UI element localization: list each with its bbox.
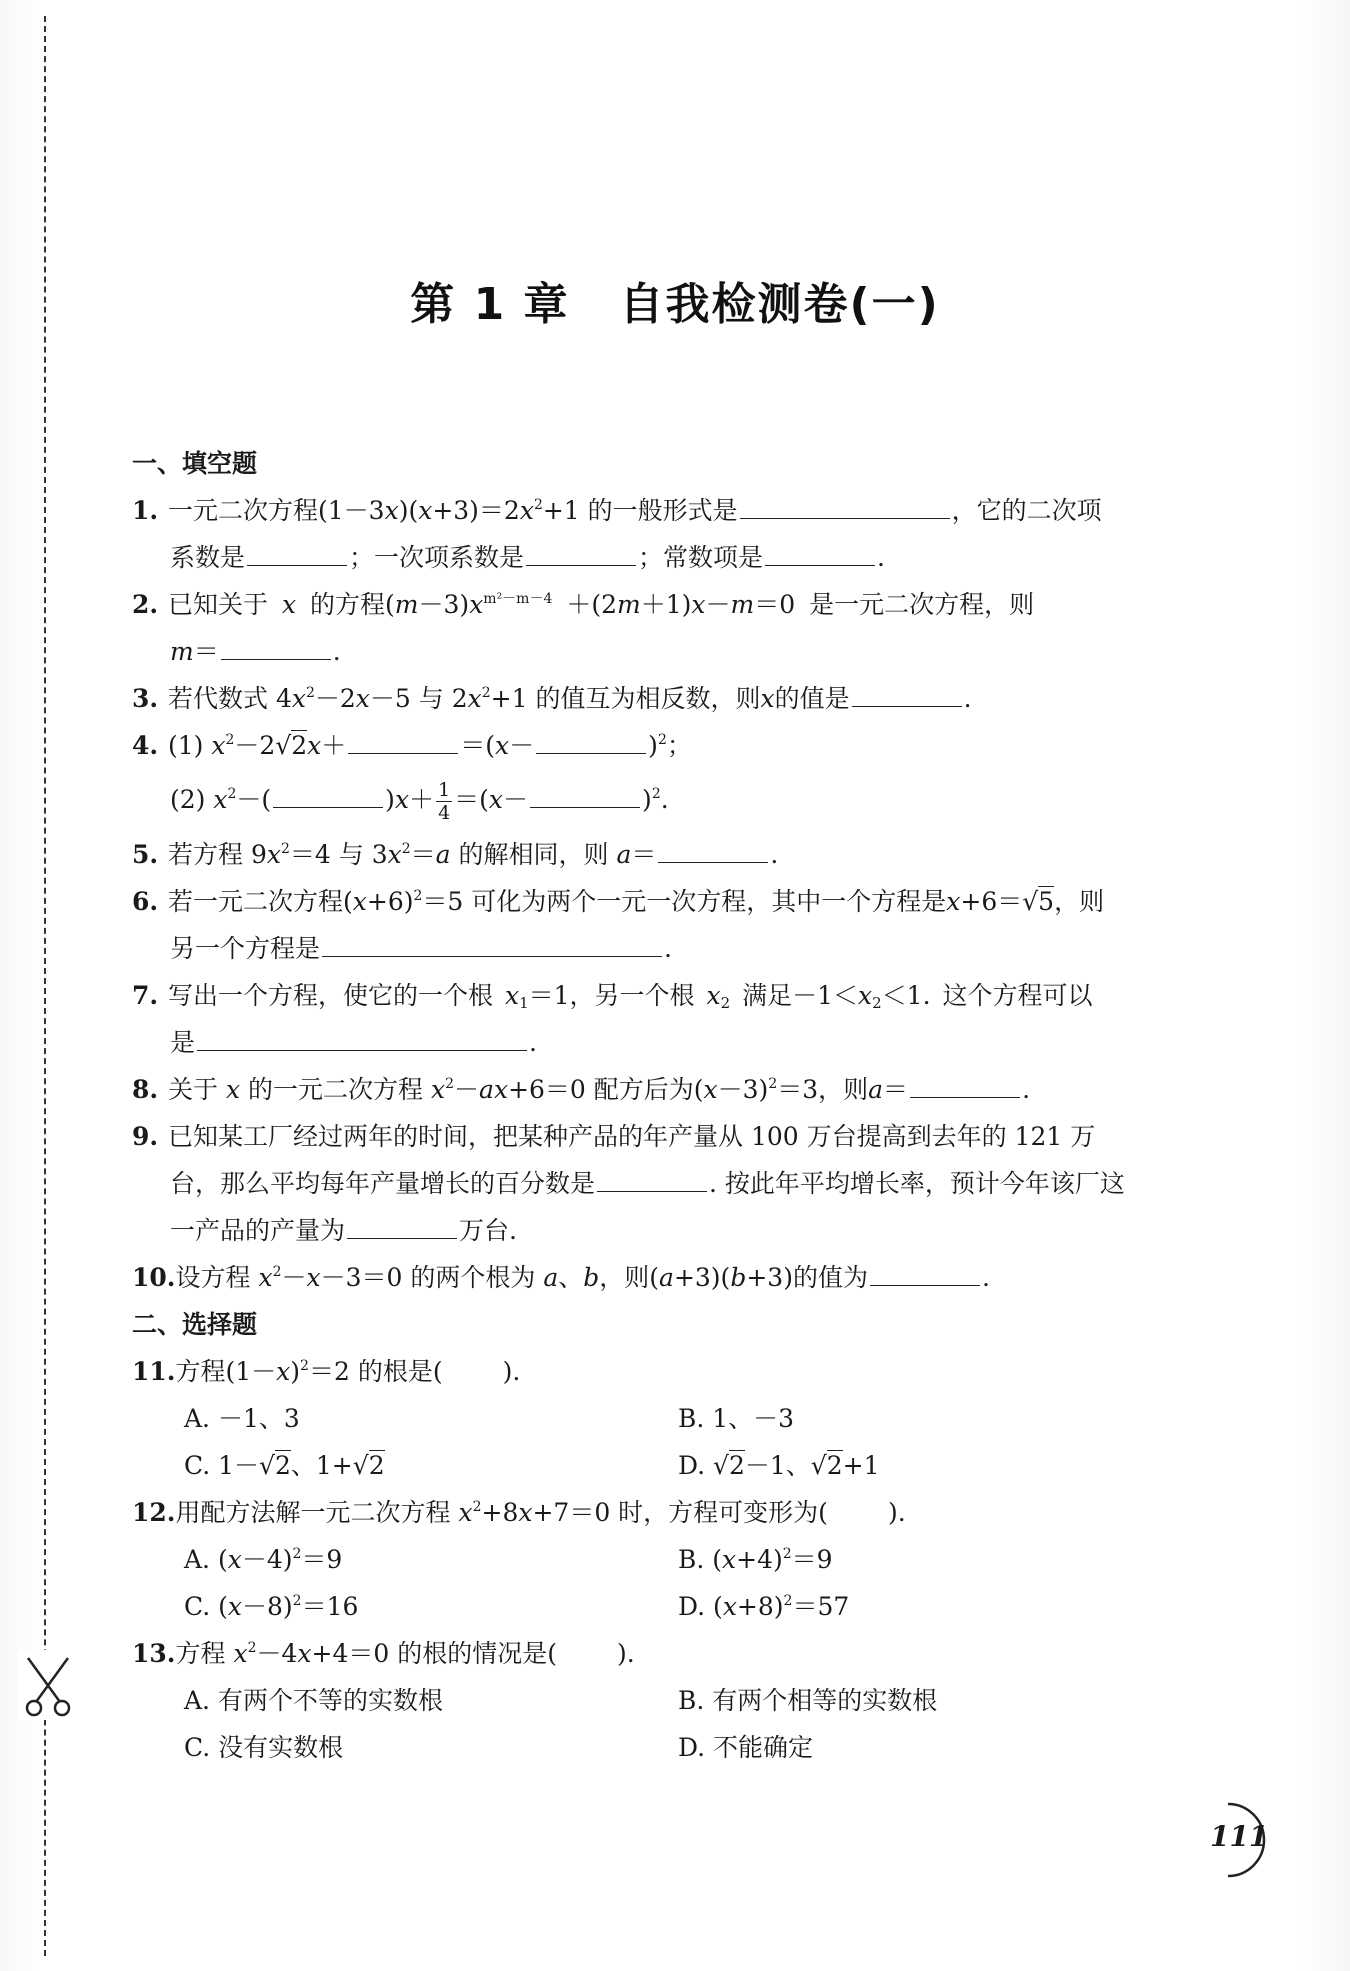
question-number: 8. [132,1075,159,1104]
option-c[interactable]: C. $(x-8)^2=16$ [184,1592,359,1621]
answer-blank[interactable] [348,727,458,754]
question-number: 1. [132,496,159,525]
answer-blank[interactable] [740,492,950,519]
answer-blank[interactable] [910,1071,1020,1098]
fraction: $\frac{1}{4}$ [438,779,451,824]
test-title: 自我检测卷(一) [619,279,940,330]
answer-blank[interactable] [322,930,662,957]
answer-blank[interactable] [852,680,962,707]
question-9: 9. 已知某工厂经过两年的时间，把某种产品的年产量从 100 万台提高到去年的 121 万 台，那么平均每年产量增长的百分数是 . 按此年平均增长率，预计今年该厂这 一产品的产量为 万台. [132,1113,1192,1254]
question-number: 4. [132,731,159,760]
question-number: 10. [132,1263,176,1292]
question-number: 5. [132,840,159,869]
answer-blank[interactable] [273,781,383,808]
question-number: 3. [132,684,159,713]
option-a[interactable]: A. －1、3 [184,1404,300,1433]
option-c[interactable]: C. 没有实数根 [184,1733,344,1762]
question-10: 10.设方程 $x^2-x-3=0$ 的两个根为 a、b，则(a+3)(b+3)的值为 . [132,1254,1192,1301]
section-heading-fill-blank: 一、填空题 [132,449,258,478]
answer-blank[interactable] [536,727,646,754]
option-d[interactable]: D. $(x+8)^2=57$ [678,1592,850,1621]
answer-blank[interactable] [526,539,636,566]
question-number: 9. [132,1122,159,1151]
question-number: 6. [132,887,159,916]
answer-blank[interactable] [347,1212,457,1239]
answer-blank[interactable] [765,539,875,566]
answer-blank[interactable] [870,1259,980,1286]
chapter-label: 第 1 章 [410,279,570,330]
answer-blank[interactable] [221,633,331,660]
question-number: 13. [132,1639,176,1668]
question-4: 4. (1) $x^2-2√2x+ =(x- )^2$； (2) $x^2-$( )x＋ $\frac{1}{4}$ $=(x- )^2$. [132,722,1192,831]
option-a[interactable]: A. $(x-4)^2=9$ [184,1545,343,1574]
question-13: 13.方程 $x^2-4x+4=0$ 的根的情况是( ). A. 有两个不等的实数根 B. 有两个相等的实数根 C. 没有实数根 D. 不能确定 [132,1630,1192,1771]
question-7: 7. 写出一个方程，使它的一个根 $x_1=1$，另一个根 $x_2$ 满足$-1<x_2<1$. 这个方程可以 是 . [132,972,1192,1066]
question-number: 2. [132,590,159,619]
question-5: 5. 若方程 $9x^2=4$ 与 $3x^2=a$ 的解相同，则 a＝ . [132,831,1192,878]
question-3: 3. 若代数式 $4x^2-2x-5$ 与 $2x^2+1$ 的值互为相反数，则x的值是 . [132,675,1192,722]
option-a[interactable]: A. 有两个不等的实数根 [184,1686,443,1715]
answer-blank[interactable] [197,1024,527,1051]
question-list [132,440,1192,1771]
section-heading-multiple-choice: 二、选择题 [132,1310,258,1339]
option-d[interactable]: D. √2－1、√2+1 [678,1451,880,1480]
question-number: 7. [132,981,159,1010]
question-number: 11. [132,1357,176,1386]
answer-blank[interactable] [530,781,640,808]
question-1: 1. 一元二次方程$(1-3x)(x+3)=2x^2+1$ 的一般形式是 ，它的二次项 系数是 ；一次项系数是 ；常数项是 . [132,487,1192,581]
question-12: 12.用配方法解一元二次方程 $x^2+8x+7=0$ 时，方程可变形为( ). A. $(x-4)^2=9$ B. $(x+4)^2=9$ C. $(x-8)^2=16$ D. $(x+8)^2=57$ [132,1489,1192,1630]
option-d[interactable]: D. 不能确定 [678,1733,814,1762]
option-c[interactable]: C. 1－√2、1+√2 [184,1451,385,1480]
page-number [1198,1800,1288,1880]
page-title [0,268,1350,332]
option-b[interactable]: B. 1、－3 [678,1404,795,1433]
answer-blank[interactable] [247,539,347,566]
scissors-icon [18,1650,78,1720]
option-b[interactable]: B. 有两个相等的实数根 [678,1686,938,1715]
question-number: 12. [132,1498,176,1527]
question-8: 8. 关于 x 的一元二次方程 $x^2-ax+6=0$ 配方后为$(x-3)^2=3$，则a＝ . [132,1066,1192,1113]
question-2: 2. 已知关于 x 的方程$(m-3)x^{m^2-m-4} +(2m+1)x-m=0$ 是一元二次方程，则 m＝ . [132,581,1192,675]
answer-blank[interactable] [597,1165,707,1192]
option-b[interactable]: B. $(x+4)^2=9$ [678,1545,833,1574]
page-number-text: 111 [1210,1820,1269,1853]
question-11: 11.方程$(1-x)^2=2$ 的根是( ). A. －1、3 B. 1、－3 C. 1－√2、1+√2 D. √2－1、√2+1 [132,1348,1192,1489]
question-6: 6. 若一元二次方程$(x+6)^2=5$ 可化为两个一元一次方程，其中一个方程是x+6＝√5，则 另一个方程是 . [132,878,1192,972]
answer-blank[interactable] [658,836,768,863]
